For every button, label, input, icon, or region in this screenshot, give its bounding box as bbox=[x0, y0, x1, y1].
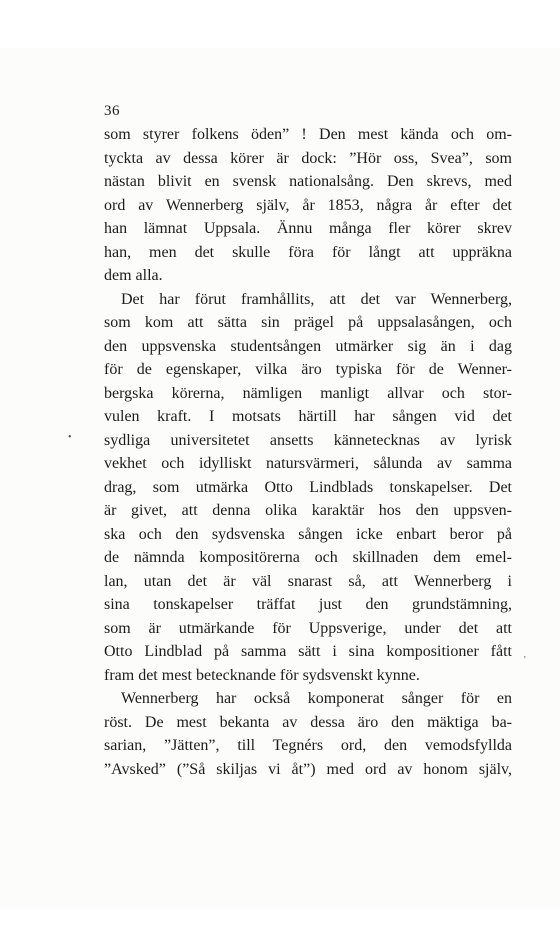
text-line: sydliga universitetet ansetts kännetecknas av lyrisk bbox=[104, 431, 512, 449]
text-line: tyckta av dessa körer är dock: ”Hör oss, Svea”, som bbox=[104, 149, 512, 167]
text-line: sarian, ”Jätten”, till Tegnérs ord, den vemodsfyllda bbox=[104, 737, 512, 754]
text-line: han, men det skulle föra för långt att uppräkna bbox=[104, 243, 512, 261]
body-text bbox=[104, 123, 512, 781]
text-line: Det har förut framhållits, att det var Wennerberg, bbox=[121, 290, 512, 308]
text-line: den uppsvenska studentsången utmärker sig än i dag bbox=[104, 337, 512, 355]
text-line: vekhet och idylliskt natursvärmeri, sålunda av samma bbox=[104, 455, 512, 472]
text-line: ska och den sydsvenska sången icke enbart beror på bbox=[104, 525, 512, 543]
text-line: Wennerberg har också komponerat sånger för en bbox=[121, 690, 512, 707]
text-line: bergska körerna, nämligen manligt allvar och stor- bbox=[104, 384, 512, 402]
text-line: ”Avsked” (”Så skiljas vi åt”) med ord av honom själv, bbox=[104, 760, 512, 778]
text-line: han lämnat Uppsala. Ännu många fler körer skrev bbox=[104, 220, 512, 237]
text-line: dem alla. bbox=[104, 267, 163, 284]
margin-tick: ' bbox=[524, 655, 526, 666]
text-line: de nämnda kompositörerna och skillnaden dem emel- bbox=[104, 549, 512, 566]
text-line: nästan blivit en svensk nationalsång. Den skrevs, med bbox=[104, 173, 512, 190]
text-line: som kom att sätta sin prägel på uppsalasången, och bbox=[104, 314, 512, 331]
page-number: 36 bbox=[104, 103, 120, 119]
text-line: lan, utan det är väl snarast så, att Wennerberg i bbox=[104, 572, 512, 590]
text-line: Otto Lindblad på samma sätt i sina kompositioner fått bbox=[104, 643, 512, 660]
text-line: röst. De mest bekanta av dessa äro den mäktiga ba- bbox=[104, 713, 512, 731]
text-line: är givet, att denna olika karaktär hos den uppsven- bbox=[104, 502, 512, 519]
text-line: för de egenskaper, vilka äro typiska för de Wenner- bbox=[104, 361, 512, 378]
text-line: sina tonskapelser träffat just den grundstämning, bbox=[104, 596, 512, 613]
text-line: drag, som utmärka Otto Lindblads tonskapelser. Det bbox=[104, 478, 512, 496]
text-line: ord av Wennerberg själv, år 1853, några år efter det bbox=[104, 196, 512, 214]
text-line: fram det mest betecknande för sydsvenskt kynne. bbox=[104, 666, 420, 684]
text-line: som styrer folkens öden” ! Den mest kända och om- bbox=[104, 126, 512, 143]
text-line: vulen kraft. I motsats härtill har sången vid det bbox=[104, 408, 512, 425]
text-line: som är utmärkande för Uppsverige, under det att bbox=[104, 619, 512, 637]
margin-speck: • bbox=[68, 432, 72, 443]
